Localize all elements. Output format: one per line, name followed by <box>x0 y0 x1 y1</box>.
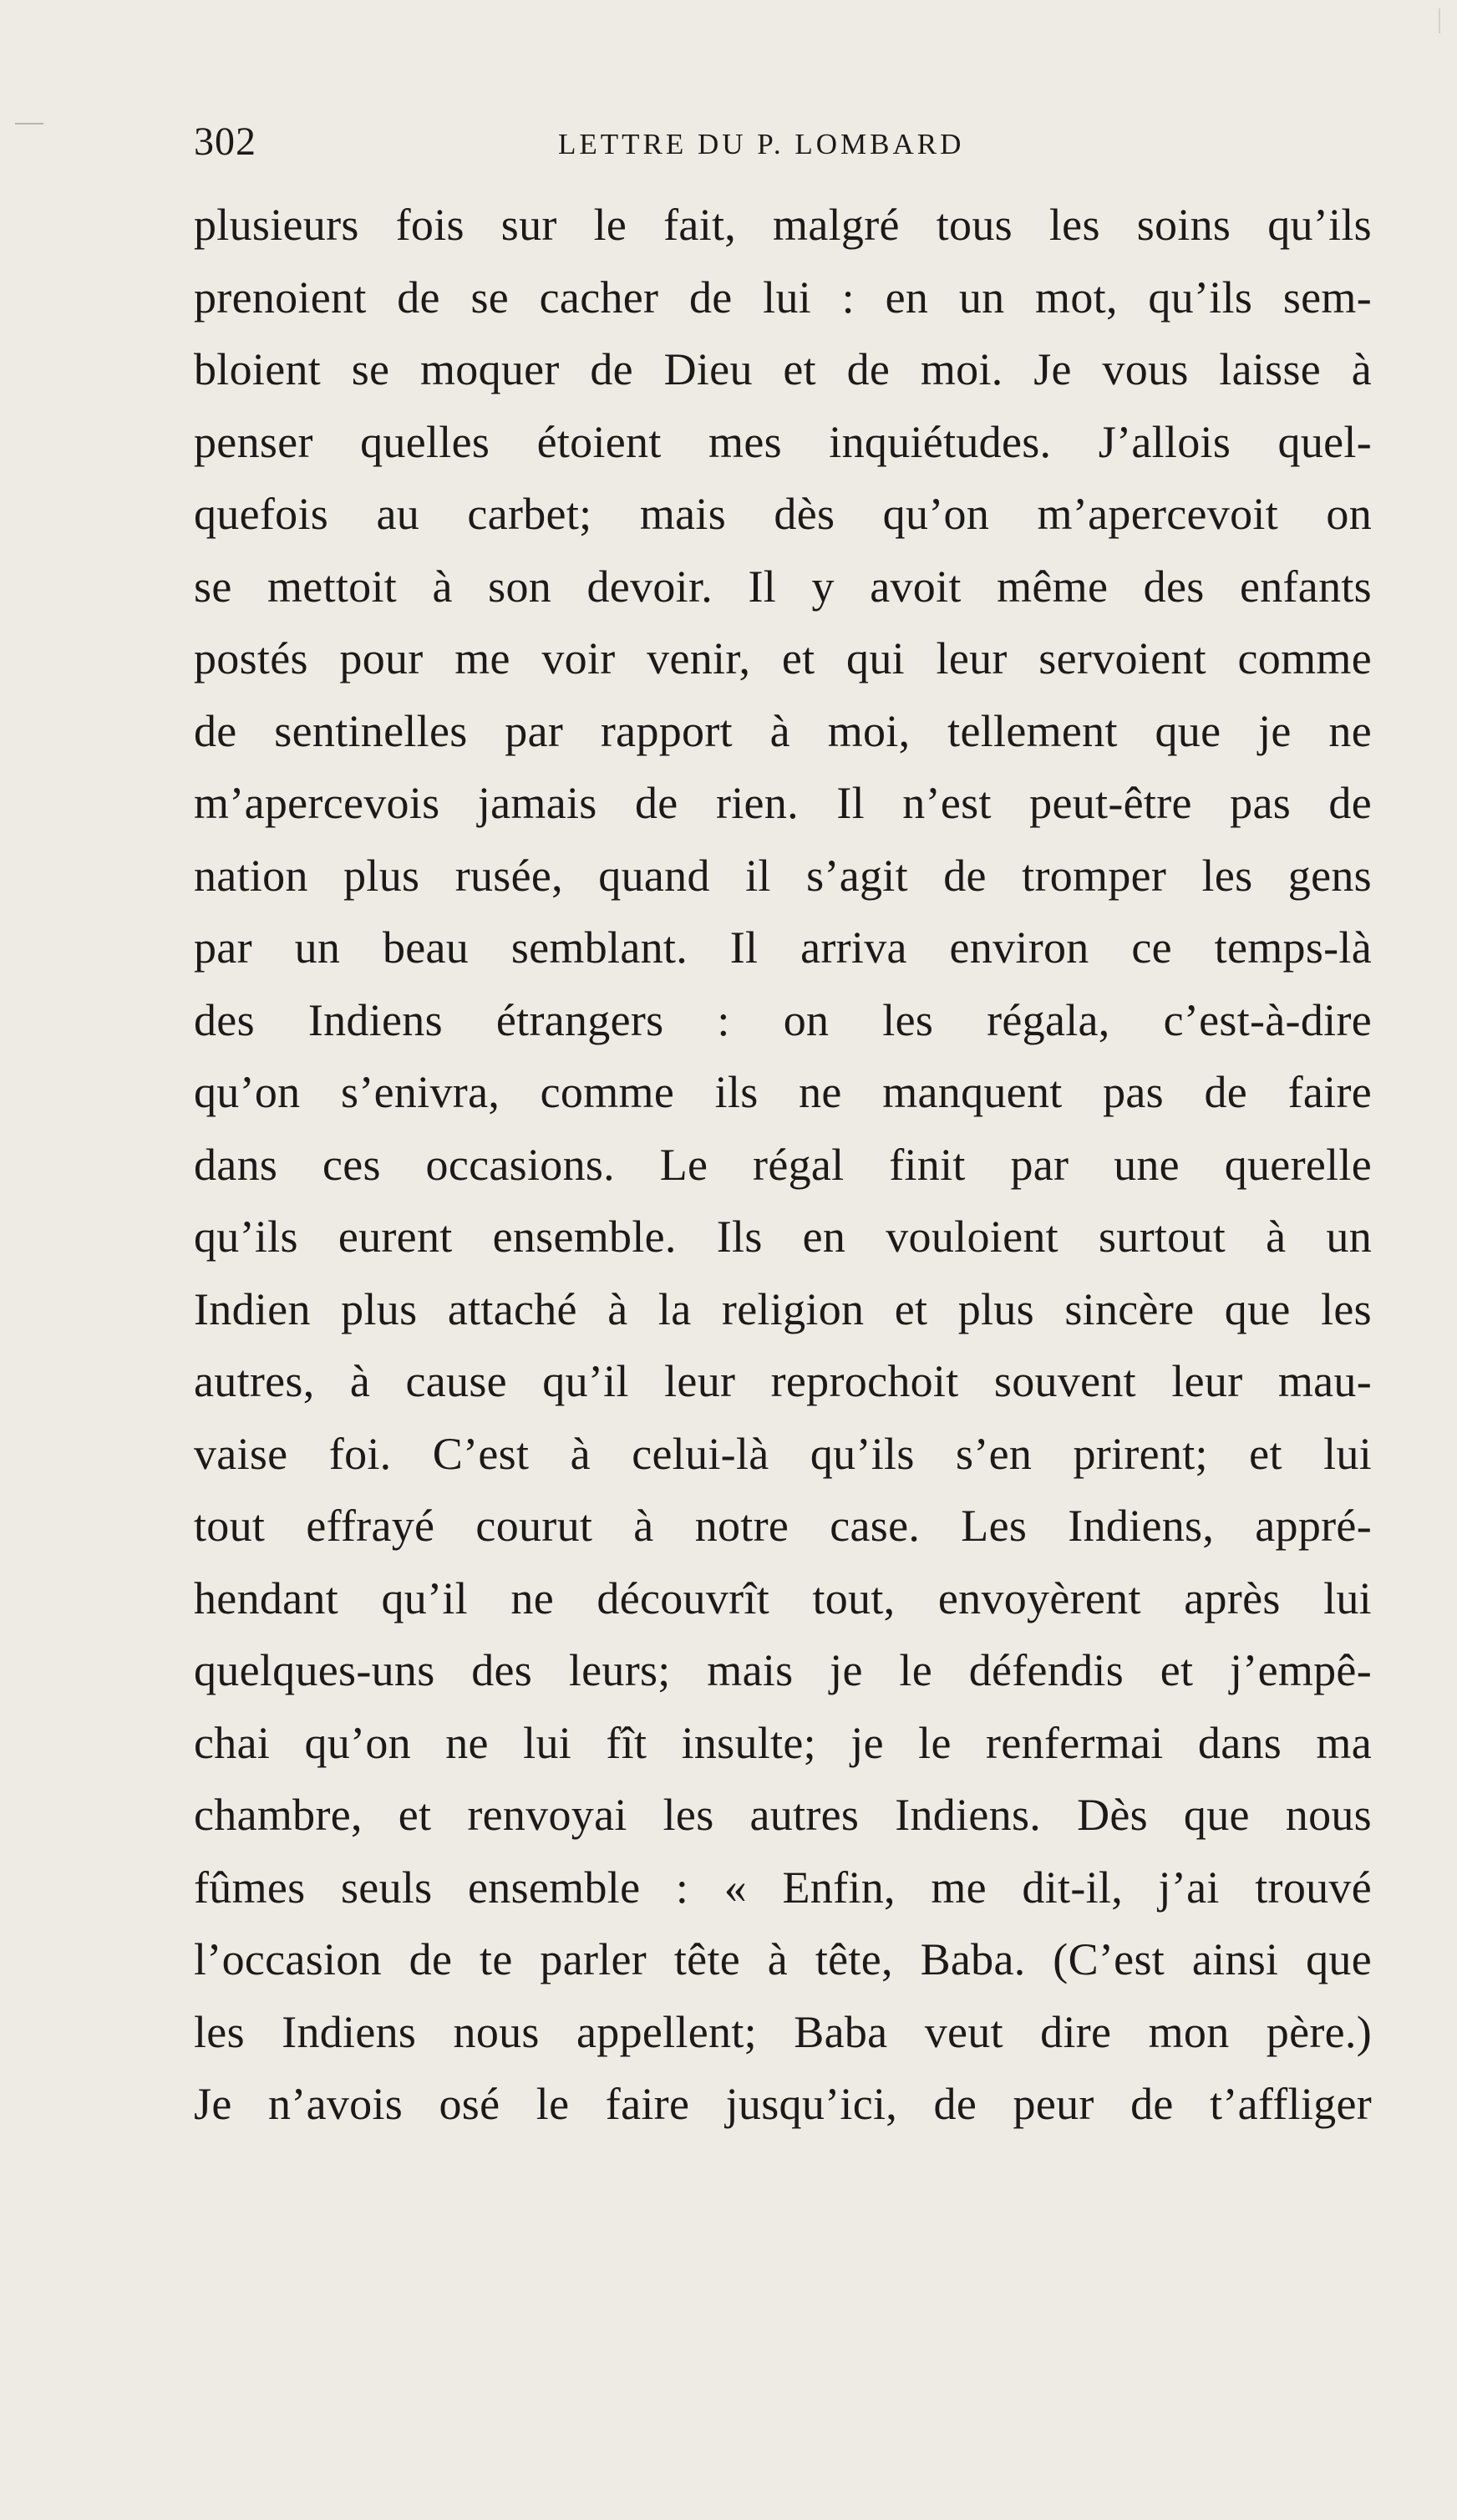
text-line: m’apercevois jamais de rien. Il n’est peut-être pas de <box>194 778 1372 828</box>
text-line: qu’ils eurent ensemble. Ils en vouloient surtout à un <box>194 1212 1372 1262</box>
text-line: prenoient de se cacher de lui : en un mot, qu’ils sem- <box>194 272 1372 323</box>
text-line: fûmes seuls ensemble : « Enfin, me dit-il, j’ai trouvé <box>194 1862 1372 1913</box>
text-line: Indien plus attaché à la religion et plus sincère que les <box>194 1283 1372 1334</box>
page-number: 302 <box>194 119 256 164</box>
page-corner-mark <box>1439 8 1440 33</box>
text-line: Je n’avois osé le faire jusqu’ici, de peur de t’affliger <box>194 2079 1372 2129</box>
running-title: LETTRE DU P. LOMBARD <box>558 128 965 160</box>
text-line: vaise foi. C’est à celui-là qu’ils s’en prirent; et lui <box>194 1428 1372 1479</box>
text-line: hendant qu’il ne découvrît tout, envoyèrent après lui <box>194 1572 1372 1623</box>
text-line: qu’on s’enivra, comme ils ne manquent pas de faire <box>194 1067 1372 1117</box>
text-line: postés pour me voir venir, et qui leur servoient comme <box>194 633 1372 683</box>
text-line: se mettoit à son devoir. Il y avoit même des enfants <box>194 561 1372 612</box>
text-line: l’occasion de te parler tête à tête, Baba. (C’est ainsi que <box>194 1934 1372 1984</box>
text-line: plusieurs fois sur le fait, malgré tous les soins qu’ils <box>194 200 1372 250</box>
text-line: autres, à cause qu’il leur reprochoit souvent leur mau- <box>194 1356 1372 1406</box>
text-line: dans ces occasions. Le régal finit par une querelle <box>194 1139 1372 1190</box>
text-line: de sentinelles par rapport à moi, tellement que je ne <box>194 705 1372 756</box>
text-line: penser quelles étoient mes inquiétudes. J’allois quel- <box>194 416 1372 467</box>
text-line: des Indiens étrangers : on les régala, c’est-à-dire <box>194 994 1372 1045</box>
running-head <box>194 117 1372 175</box>
text-line: chai qu’on ne lui fît insulte; je le renfermai dans ma <box>194 1717 1372 1768</box>
text-line: quefois au carbet; mais dès qu’on m’apercevoit on <box>194 489 1372 539</box>
text-line: tout effrayé courut à notre case. Les Indiens, appré- <box>194 1501 1372 1551</box>
page-edge-mark <box>15 123 43 124</box>
text-line: chambre, et renvoyai les autres Indiens. Dès que nous <box>194 1790 1372 1840</box>
text-line: nation plus rusée, quand il s’agit de tromper les gens <box>194 850 1372 901</box>
text-line: par un beau semblant. Il arriva environ ce temps-là <box>194 922 1372 973</box>
text-line: bloient se moquer de Dieu et de moi. Je vous laisse à <box>194 344 1372 394</box>
text-line: les Indiens nous appellent; Baba veut dire mon père.) <box>194 2006 1372 2057</box>
text-line: quelques-uns des leurs; mais je le défendis et j’empê- <box>194 1645 1372 1695</box>
text-body <box>194 189 1372 2141</box>
